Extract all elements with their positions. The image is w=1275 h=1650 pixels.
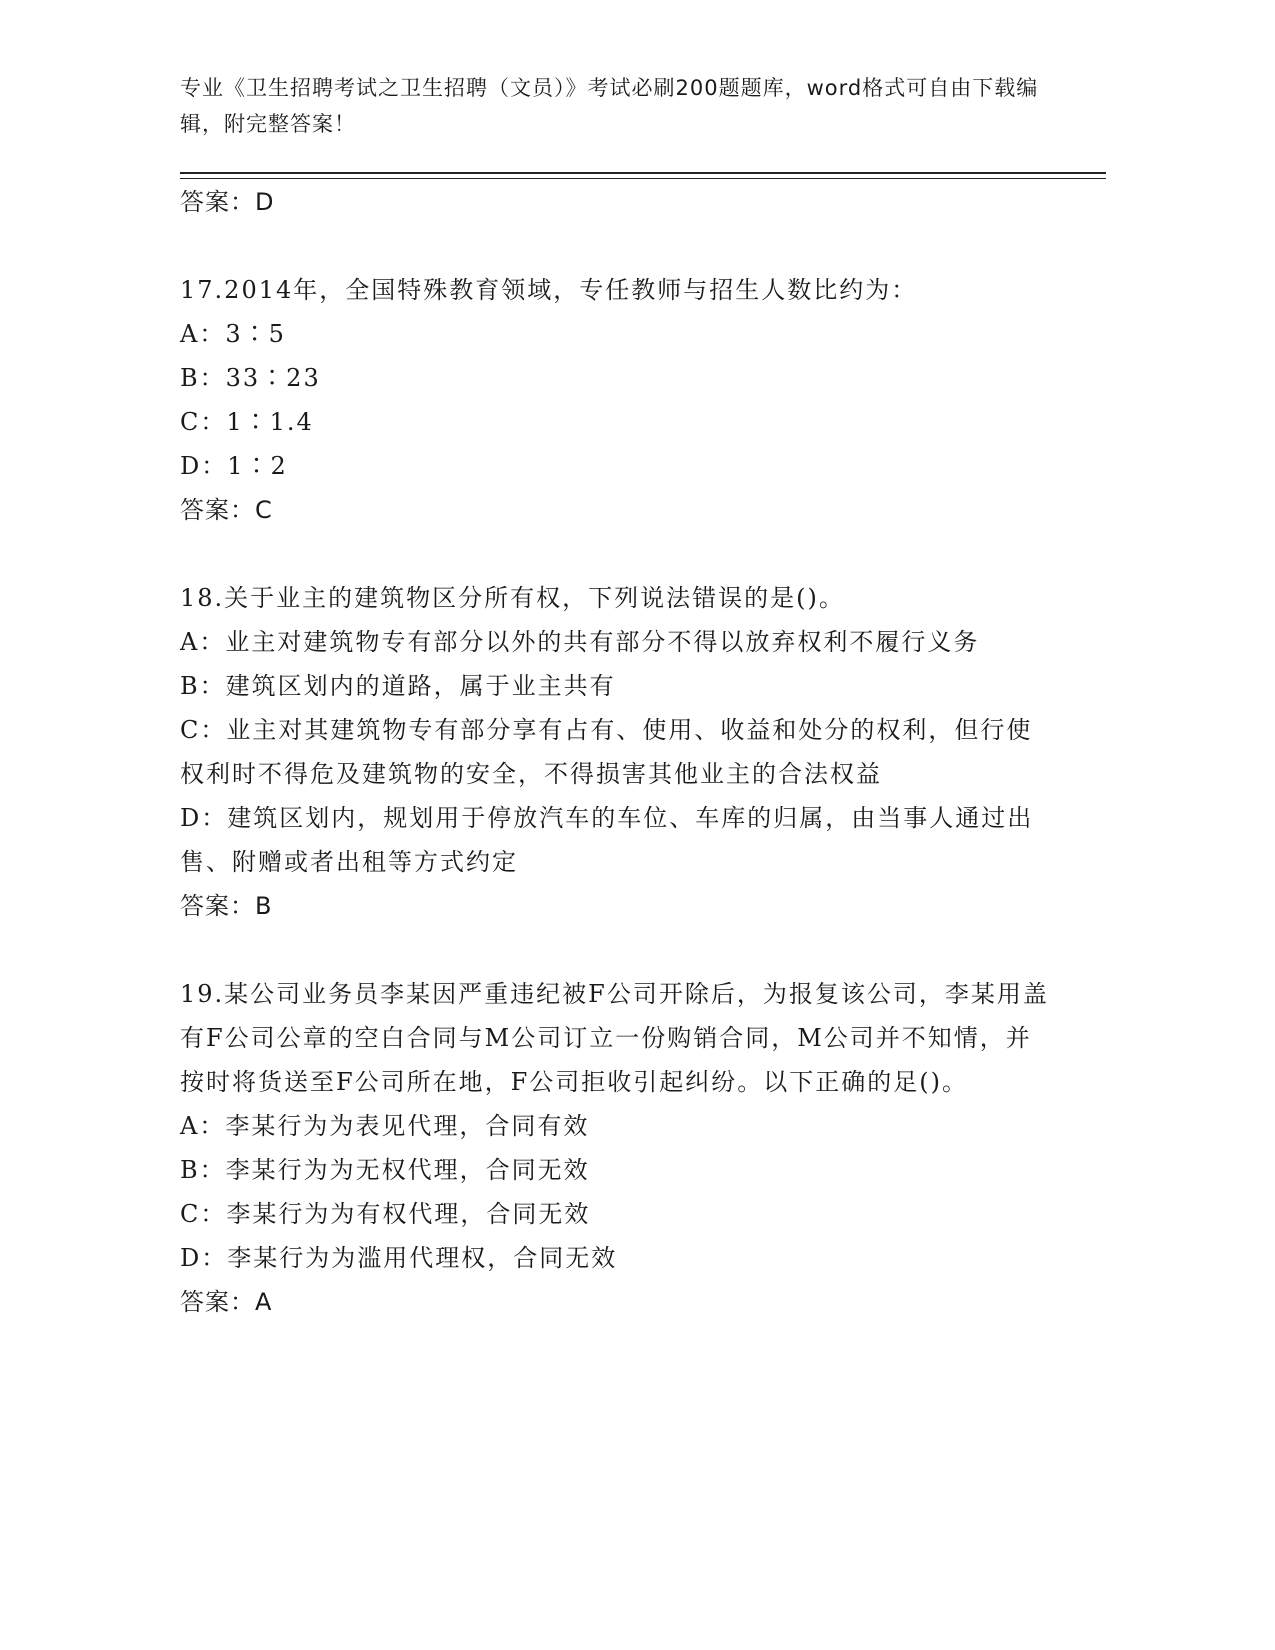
- option-d: D：1∶2: [180, 452, 288, 480]
- question-stem: 19.某公司业务员李某因严重违纪被F公司开除后，为报复该公司，李某用盖有F公司公章的空白合同与M公司订立一份购销合同，M公司并不知情，并按时将货送至F公司所在地，F公司拒收引起纠纷。以下正确的足()。: [180, 980, 1049, 1096]
- answer-line: 答案：C: [180, 496, 273, 524]
- question-block: [180, 972, 1050, 1324]
- spacer: [180, 532, 1050, 576]
- option-d: D：建筑区划内，规划用于停放汽车的车位、车库的归属，由当事人通过出售、附赠或者出租等方式约定: [180, 804, 1034, 876]
- answer-line: 答案：B: [180, 892, 273, 920]
- question-stem: 18.关于业主的建筑物区分所有权，下列说法错误的是()。: [180, 584, 845, 612]
- option-b: B：建筑区划内的道路，属于业主共有: [180, 672, 616, 700]
- option-c: C：李某行为为有权代理，合同无效: [180, 1200, 591, 1228]
- question-block: [180, 268, 1050, 532]
- option-c: C：1∶1.4: [180, 408, 314, 436]
- spacer: [180, 928, 1050, 972]
- question-content: [180, 180, 1050, 1324]
- option-d: D：李某行为为滥用代理权，合同无效: [180, 1244, 618, 1272]
- question-stem: 17.2014年，全国特殊教育领域，专任教师与招生人数比约为：: [180, 276, 918, 304]
- option-b: B：李某行为为无权代理，合同无效: [180, 1156, 590, 1184]
- header-rule-thick: [180, 172, 1106, 174]
- answer-line: 答案：A: [180, 1288, 273, 1316]
- option-b: B：33∶23: [180, 364, 321, 392]
- header-rule-thin: [180, 178, 1106, 179]
- option-c: C：业主对其建筑物专有部分享有占有、使用、收益和处分的权利，但行使权利时不得危及建筑物的安全，不得损害其他业主的合法权益: [180, 716, 1033, 788]
- option-a: A：3∶5: [180, 320, 286, 348]
- option-a: A：业主对建筑物专有部分以外的共有部分不得以放弃权利不履行义务: [180, 628, 980, 656]
- document-header: 专业《卫生招聘考试之卫生招聘（文员）》考试必刷200题题库，word格式可自由下载编辑，附完整答案！: [180, 76, 1039, 136]
- question-block: [180, 576, 1050, 928]
- spacer: [180, 224, 1050, 268]
- previous-answer: 答案：D: [180, 188, 275, 216]
- option-a: A：李某行为为表见代理，合同有效: [180, 1112, 590, 1140]
